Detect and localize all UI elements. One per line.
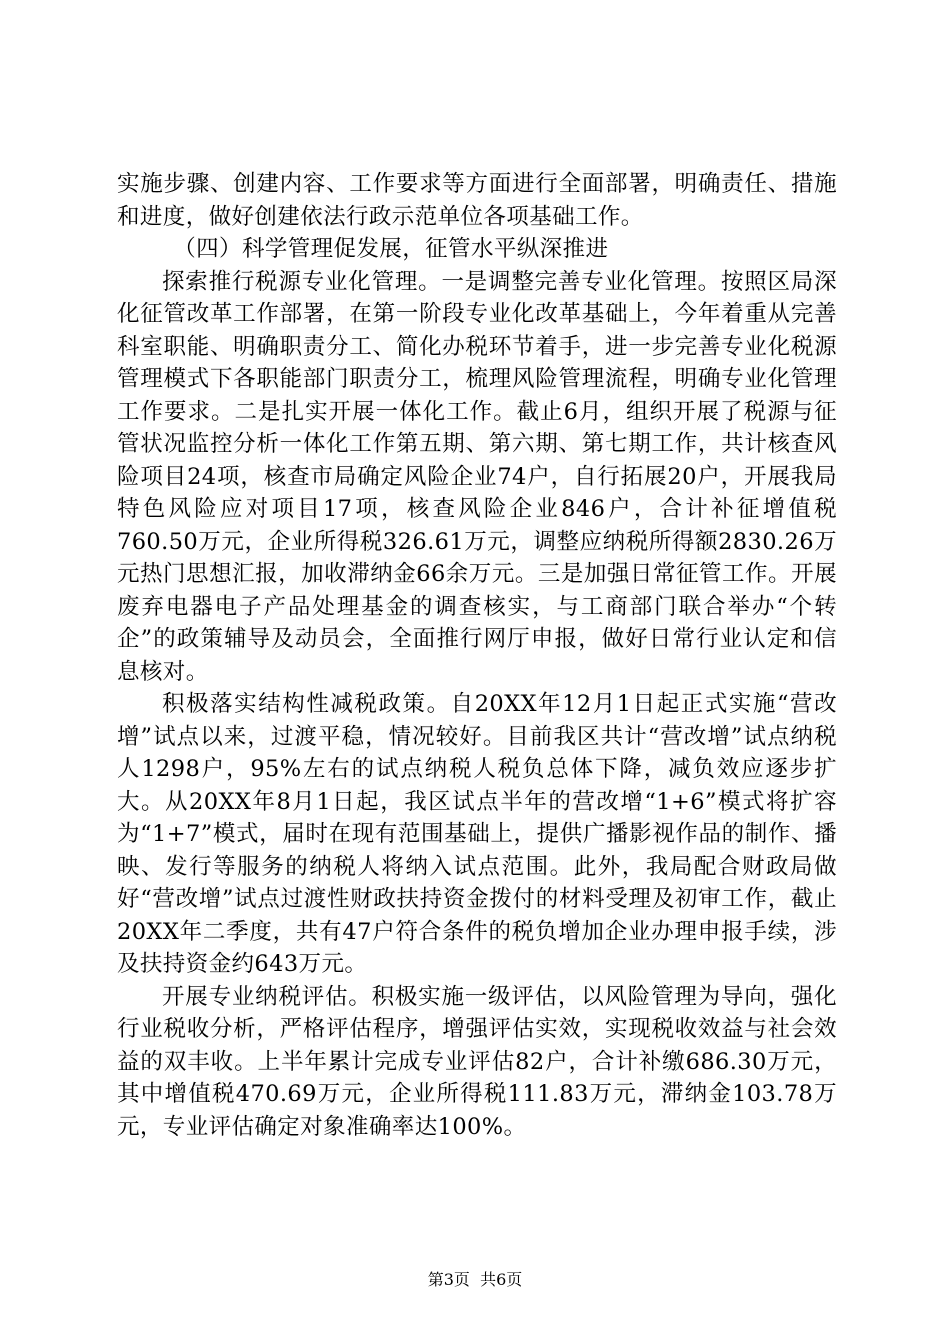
page-total: 共6页 xyxy=(480,1270,523,1289)
section-heading: （四）科学管理促发展，征管水平纵深推进 xyxy=(173,236,609,262)
page-footer xyxy=(0,1270,950,1290)
paragraph-continuation: 实施步骤、创建内容、工作要求等方面进行全面部署，明确责任、措施和进度，做好创建依法行政示范单位各项基础工作。 xyxy=(117,171,837,230)
paragraph-tax-reduction-policy: 积极落实结构性减税政策。自20XX年12月1日起正式实施“营改增”试点以来，过渡平稳，情况较好。目前我区共计“营改增”试点纳税人1298户，95%左右的试点纳税人税负总体下降，减负效应逐步扩大。从20XX年8月1日起，我区试点半年的营改增“1+6”模式将扩容为“1+7”模式，届时在现有范围基础上，提供广播影视作品的制作、播映、发行等服务的纳税人将纳入试点范围。此外，我局配合财政局做好“营改增”试点过渡性财政扶持资金拨付的材料受理及初审工作，截止20XX年二季度，共有47户符合条件的税负增加企业办理申报手续，涉及扶持资金约643万元。 xyxy=(117,691,837,977)
paragraph-tax-source-management: 探索推行税源专业化管理。一是调整完善专业化管理。按照区局深化征管改革工作部署，在第一阶段专业化改革基础上，今年着重从完善科室职能、明确职责分工、简化办税环节着手，进一步完善专业化税源管理模式下各职能部门职责分工，梳理风险管理流程，明确专业化管理工作要求。二是扎实开展一体化工作。截止6月，组织开展了税源与征管状况监控分析一体化工作第五期、第六期、第七期工作，共计核查风险项目24项，核查市局确定风险企业74户，自行拓展20户，开展我局特色风险应对项目17项，核查风险企业846户，合计补征增值税760.50万元，企业所得税326.61万元，调整应纳税所得额2830.26万元热门思想汇报，加收滞纳金66余万元。三是加强日常征管工作。开展废弃电器电子产品处理基金的调查核实，与工商部门联合举办“个转企”的政策辅导及动员会，全面推行网厅申报，做好日常行业认定和信息核对。 xyxy=(117,268,837,685)
page-number: 第3页 xyxy=(427,1270,470,1289)
paragraph-tax-assessment: 开展专业纳税评估。积极实施一级评估，以风险管理为导向，强化行业税收分析，严格评估程序，增强评估实效，实现税收效益与社会效益的双丰收。上半年累计完成专业评估82户，合计补缴686.30万元，其中增值税470.69万元，企业所得税111.83万元，滞纳金103.78万元，专业评估确定对象准确率达100%。 xyxy=(117,983,837,1140)
document-body xyxy=(117,168,837,1143)
